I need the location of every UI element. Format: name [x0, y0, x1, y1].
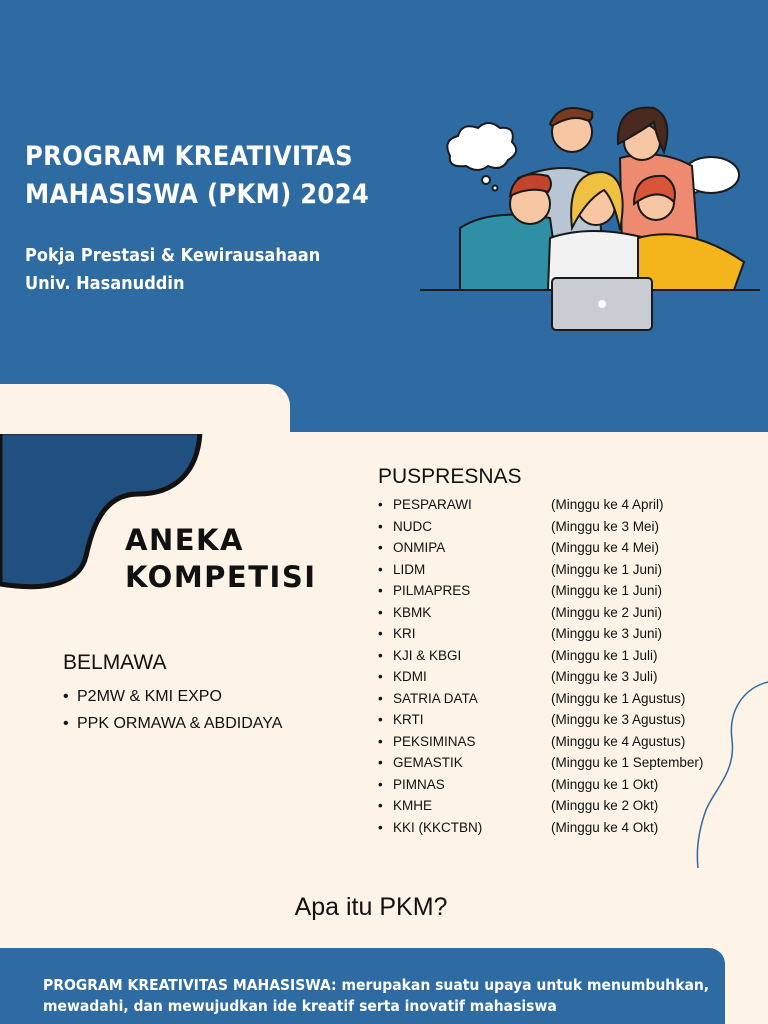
competition-date: (Minggu ke 1 September) — [551, 755, 704, 771]
heading-line-1: ANEKA — [125, 523, 244, 557]
competition-date: (Minggu ke 1 Juni) — [551, 561, 663, 577]
competition-date: (Minggu ke 1 Okt) — [551, 776, 659, 792]
subtitle-line-1: Pokja Prestasi & Kewirausahaan — [25, 245, 321, 266]
competition-date: (Minggu ke 1 Juni) — [551, 583, 663, 599]
competition-name: PILMAPRES — [393, 583, 471, 599]
definition-rest: : merupakan suatu upaya untuk menumbuhkan, mewadahi, dan mewujudkan ide kreatif serta inovatif mahasiswa — [43, 976, 710, 1015]
belmawa-title: BELMAWA — [63, 651, 167, 674]
puspresnas-title: PUSPRESNAS — [378, 465, 522, 488]
list-item: • PESPARAWI (Minggu ke 4 April) — [378, 497, 664, 513]
pkm-definition — [43, 975, 713, 1017]
list-item: • KBMK (Minggu ke 2 Juni) — [378, 604, 663, 620]
page-title: PROGRAM KREATIVITAS MAHASISWA (PKM) 2024 — [25, 141, 370, 210]
list-item: • NUDC (Minggu ke 3 Mei) — [378, 518, 660, 534]
competition-date: (Minggu ke 4 Agustus) — [551, 733, 686, 749]
students-laptop-illustration — [420, 98, 760, 338]
list-item: • PILMAPRES (Minggu ke 1 Juni) — [378, 583, 663, 599]
pkm-question: Apa itu PKM? — [294, 893, 448, 921]
subtitle-line-2: Univ. Hasanuddin — [25, 273, 185, 294]
laptop-icon — [552, 278, 652, 330]
competition-date: (Minggu ke 2 Okt) — [551, 798, 659, 814]
list-item: • GEMASTIK (Minggu ke 1 September) — [378, 755, 704, 771]
list-item: • KRTI (Minggu ke 3 Agustus) — [378, 712, 686, 728]
heading-line-2: KOMPETISI — [125, 560, 317, 594]
competition-name: KKI (KKCTBN) — [393, 819, 483, 835]
competition-name: PEKSIMINAS — [393, 733, 476, 749]
competition-date: (Minggu ke 3 Juni) — [551, 626, 663, 642]
list-item: • PEKSIMINAS (Minggu ke 4 Agustus) — [378, 733, 686, 749]
competition-name: KBMK — [393, 604, 432, 620]
competition-name: KDMI — [393, 669, 427, 685]
competition-name: PESPARAWI — [393, 497, 472, 513]
competition-date: (Minggu ke 2 Juni) — [551, 604, 663, 620]
competition-name: KRTI — [393, 712, 424, 728]
competition-date: (Minggu ke 1 Juli) — [551, 647, 658, 663]
list-item: • KDMI (Minggu ke 3 Juli) — [378, 669, 658, 685]
competition-name: KJI & KBGI — [393, 647, 462, 663]
list-item: • P2MW & KMI EXPO — [63, 688, 222, 705]
competition-name: SATRIA DATA — [393, 690, 478, 706]
list-item: • PIMNAS (Minggu ke 1 Okt) — [378, 776, 659, 792]
competition-name: GEMASTIK — [393, 755, 463, 771]
competition-date: (Minggu ke 3 Mei) — [551, 518, 660, 534]
competition-date: (Minggu ke 4 Okt) — [551, 819, 659, 835]
competition-name: KRI — [393, 626, 416, 642]
puspresnas-list — [378, 494, 748, 838]
section-heading — [125, 522, 317, 596]
competition-name: ONMIPA — [393, 540, 446, 556]
list-item: • PPK ORMAWA & ABDIDAYA — [63, 715, 283, 732]
page-subtitle — [25, 242, 405, 298]
belmawa-list — [63, 686, 283, 740]
competition-name: NUDC — [393, 518, 432, 534]
list-item: • KKI (KKCTBN) (Minggu ke 4 Okt) — [378, 819, 659, 835]
list-item: • LIDM (Minggu ke 1 Juni) — [378, 561, 663, 577]
competition-date: (Minggu ke 3 Juli) — [551, 669, 658, 685]
list-item: • SATRIA DATA (Minggu ke 1 Agustus) — [378, 690, 686, 706]
list-item: • KJI & KBGI (Minggu ke 1 Juli) — [378, 647, 658, 663]
list-item: • KMHE (Minggu ke 2 Okt) — [378, 798, 659, 814]
competition-name: LIDM — [393, 561, 426, 577]
competition-date: (Minggu ke 4 Mei) — [551, 540, 660, 556]
list-item-label: PPK ORMAWA & ABDIDAYA — [77, 715, 283, 732]
definition-lead: PROGRAM KREATIVITAS MAHASISWA — [43, 976, 332, 994]
list-item-label: P2MW & KMI EXPO — [77, 688, 222, 705]
list-item: • ONMIPA (Minggu ke 4 Mei) — [378, 540, 660, 556]
thought-bubble-icon — [447, 123, 516, 191]
competition-name: PIMNAS — [393, 776, 445, 792]
competition-date: (Minggu ke 4 April) — [551, 497, 664, 513]
competition-name: KMHE — [393, 798, 433, 814]
competition-date: (Minggu ke 3 Agustus) — [551, 712, 686, 728]
competition-date: (Minggu ke 1 Agustus) — [551, 690, 686, 706]
list-item: • KRI (Minggu ke 3 Juni) — [378, 626, 663, 642]
